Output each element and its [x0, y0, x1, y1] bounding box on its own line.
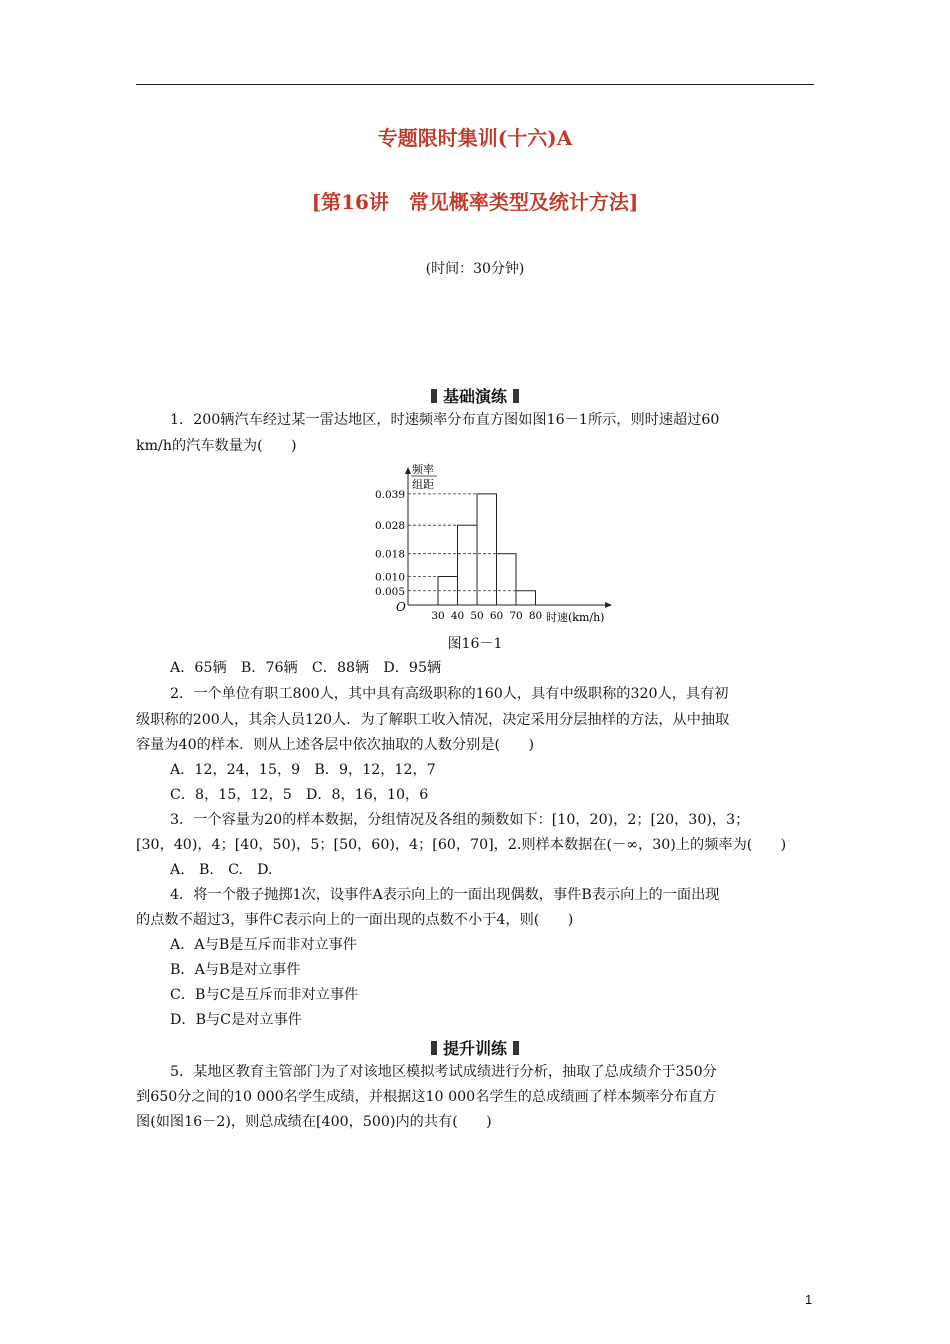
q2-options-cd: C．8，15，12，5 D．8，16，10，6 — [170, 787, 429, 803]
section-heading-basic: 基础演练 — [0, 384, 950, 407]
figure-caption: 图16－1 — [447, 636, 503, 652]
histogram-bar — [497, 554, 517, 605]
histogram-bar — [477, 494, 497, 605]
section-marker-icon — [431, 389, 437, 403]
q2-options-ab: A．12，24，15，9 B．9，12，12，7 — [170, 762, 436, 778]
y-label-bottom: 组距 — [412, 478, 434, 491]
q5-line2: 到650分之间的10 000名学生成绩，并根据这10 000名学生的总成绩画了样本频率分布直方 — [136, 1089, 717, 1105]
q4-line2: 的点数不超过3，事件C表示向上的一面出现的点数不小于4，则( ) — [136, 912, 574, 928]
section-heading-advanced: 提升训练 — [0, 1036, 950, 1059]
y-tick-label: 0.010 — [374, 571, 405, 584]
q1-line2: km/h的汽车数量为( ) — [136, 438, 297, 454]
page-number: 1 — [805, 1292, 813, 1307]
q4-option-a: A．A与B是互斥而非对立事件 — [170, 937, 357, 953]
q4-option-d: D．B与C是对立事件 — [170, 1012, 302, 1028]
q2-line3: 容量为40的样本．则从上述各层中依次抽取的人数分别是( ) — [136, 737, 535, 753]
section-marker-icon — [513, 389, 519, 403]
q1-line1: 1．200辆汽车经过某一雷达地区，时速频率分布直方图如图16－1所示，则时速超过60 — [170, 412, 720, 428]
histogram-svg — [360, 460, 620, 630]
histogram-bar — [516, 591, 536, 605]
x-tick-label: 80 — [528, 610, 543, 622]
time-limit: (时间：30分钟) — [425, 261, 525, 277]
y-label-top: 频率 — [412, 463, 434, 476]
x-axis-arrow-icon — [605, 602, 612, 608]
x-tick-label: 30 — [431, 610, 445, 622]
q2-line2: 级职称的200人，其余人员120人．为了解职工收入情况，决定采用分层抽样的方法，从中抽取 — [136, 712, 730, 728]
x-axis-label: 时速(km/h) — [546, 611, 605, 624]
q5-line3: 图(如图16－2)，则总成绩在[400，500)内的共有( ) — [136, 1114, 492, 1130]
q4-option-b: B．A与B是对立事件 — [170, 962, 301, 978]
q3-options: A. B. C. D. — [170, 862, 273, 878]
document-title: 专题限时集训(十六)A — [377, 126, 573, 150]
x-tick-label: 50 — [470, 610, 484, 622]
x-tick-label: 70 — [509, 610, 523, 622]
q3-line2: [30，40)，4；[40，50)，5；[50，60)，4；[60，70]，2.则样本数据在(－∞，30)上的频率为( ) — [136, 837, 787, 853]
y-axis-arrow-icon — [405, 467, 411, 474]
y-tick-label: 0.039 — [374, 488, 405, 501]
q1-options: A．65辆 B．76辆 C．88辆 D．95辆 — [170, 660, 442, 676]
y-tick-label: 0.005 — [374, 585, 405, 598]
top-rule — [136, 84, 814, 85]
x-tick-label: 60 — [489, 610, 504, 622]
histogram-bar — [458, 525, 478, 605]
document-subtitle: [第16讲 常见概率类型及统计方法] — [311, 190, 639, 214]
y-tick-label: 0.018 — [374, 548, 405, 561]
section-marker-icon — [513, 1041, 519, 1055]
x-tick-label: 40 — [450, 610, 465, 622]
section-marker-icon — [431, 1041, 437, 1055]
q4-line1: 4．将一个骰子抛掷1次，设事件A表示向上的一面出现偶数，事件B表示向上的一面出现 — [170, 887, 720, 903]
q4-option-c: C．B与C是互斥而非对立事件 — [170, 987, 359, 1003]
origin-label: O — [396, 600, 406, 614]
histogram-16-1 — [360, 460, 620, 630]
q5-line1: 5．某地区教育主管部门为了对该地区模拟考试成绩进行分析，抽取了总成绩介于350分 — [170, 1064, 717, 1080]
y-tick-label: 0.028 — [374, 520, 405, 533]
q3-line1: 3．一个容量为20的样本数据，分组情况及各组的频数如下：[10，20)，2；[20，30)，3； — [170, 812, 750, 828]
q2-line1: 2．一个单位有职工800人，其中具有高级职称的160人，具有中级职称的320人，具有初 — [170, 686, 729, 702]
